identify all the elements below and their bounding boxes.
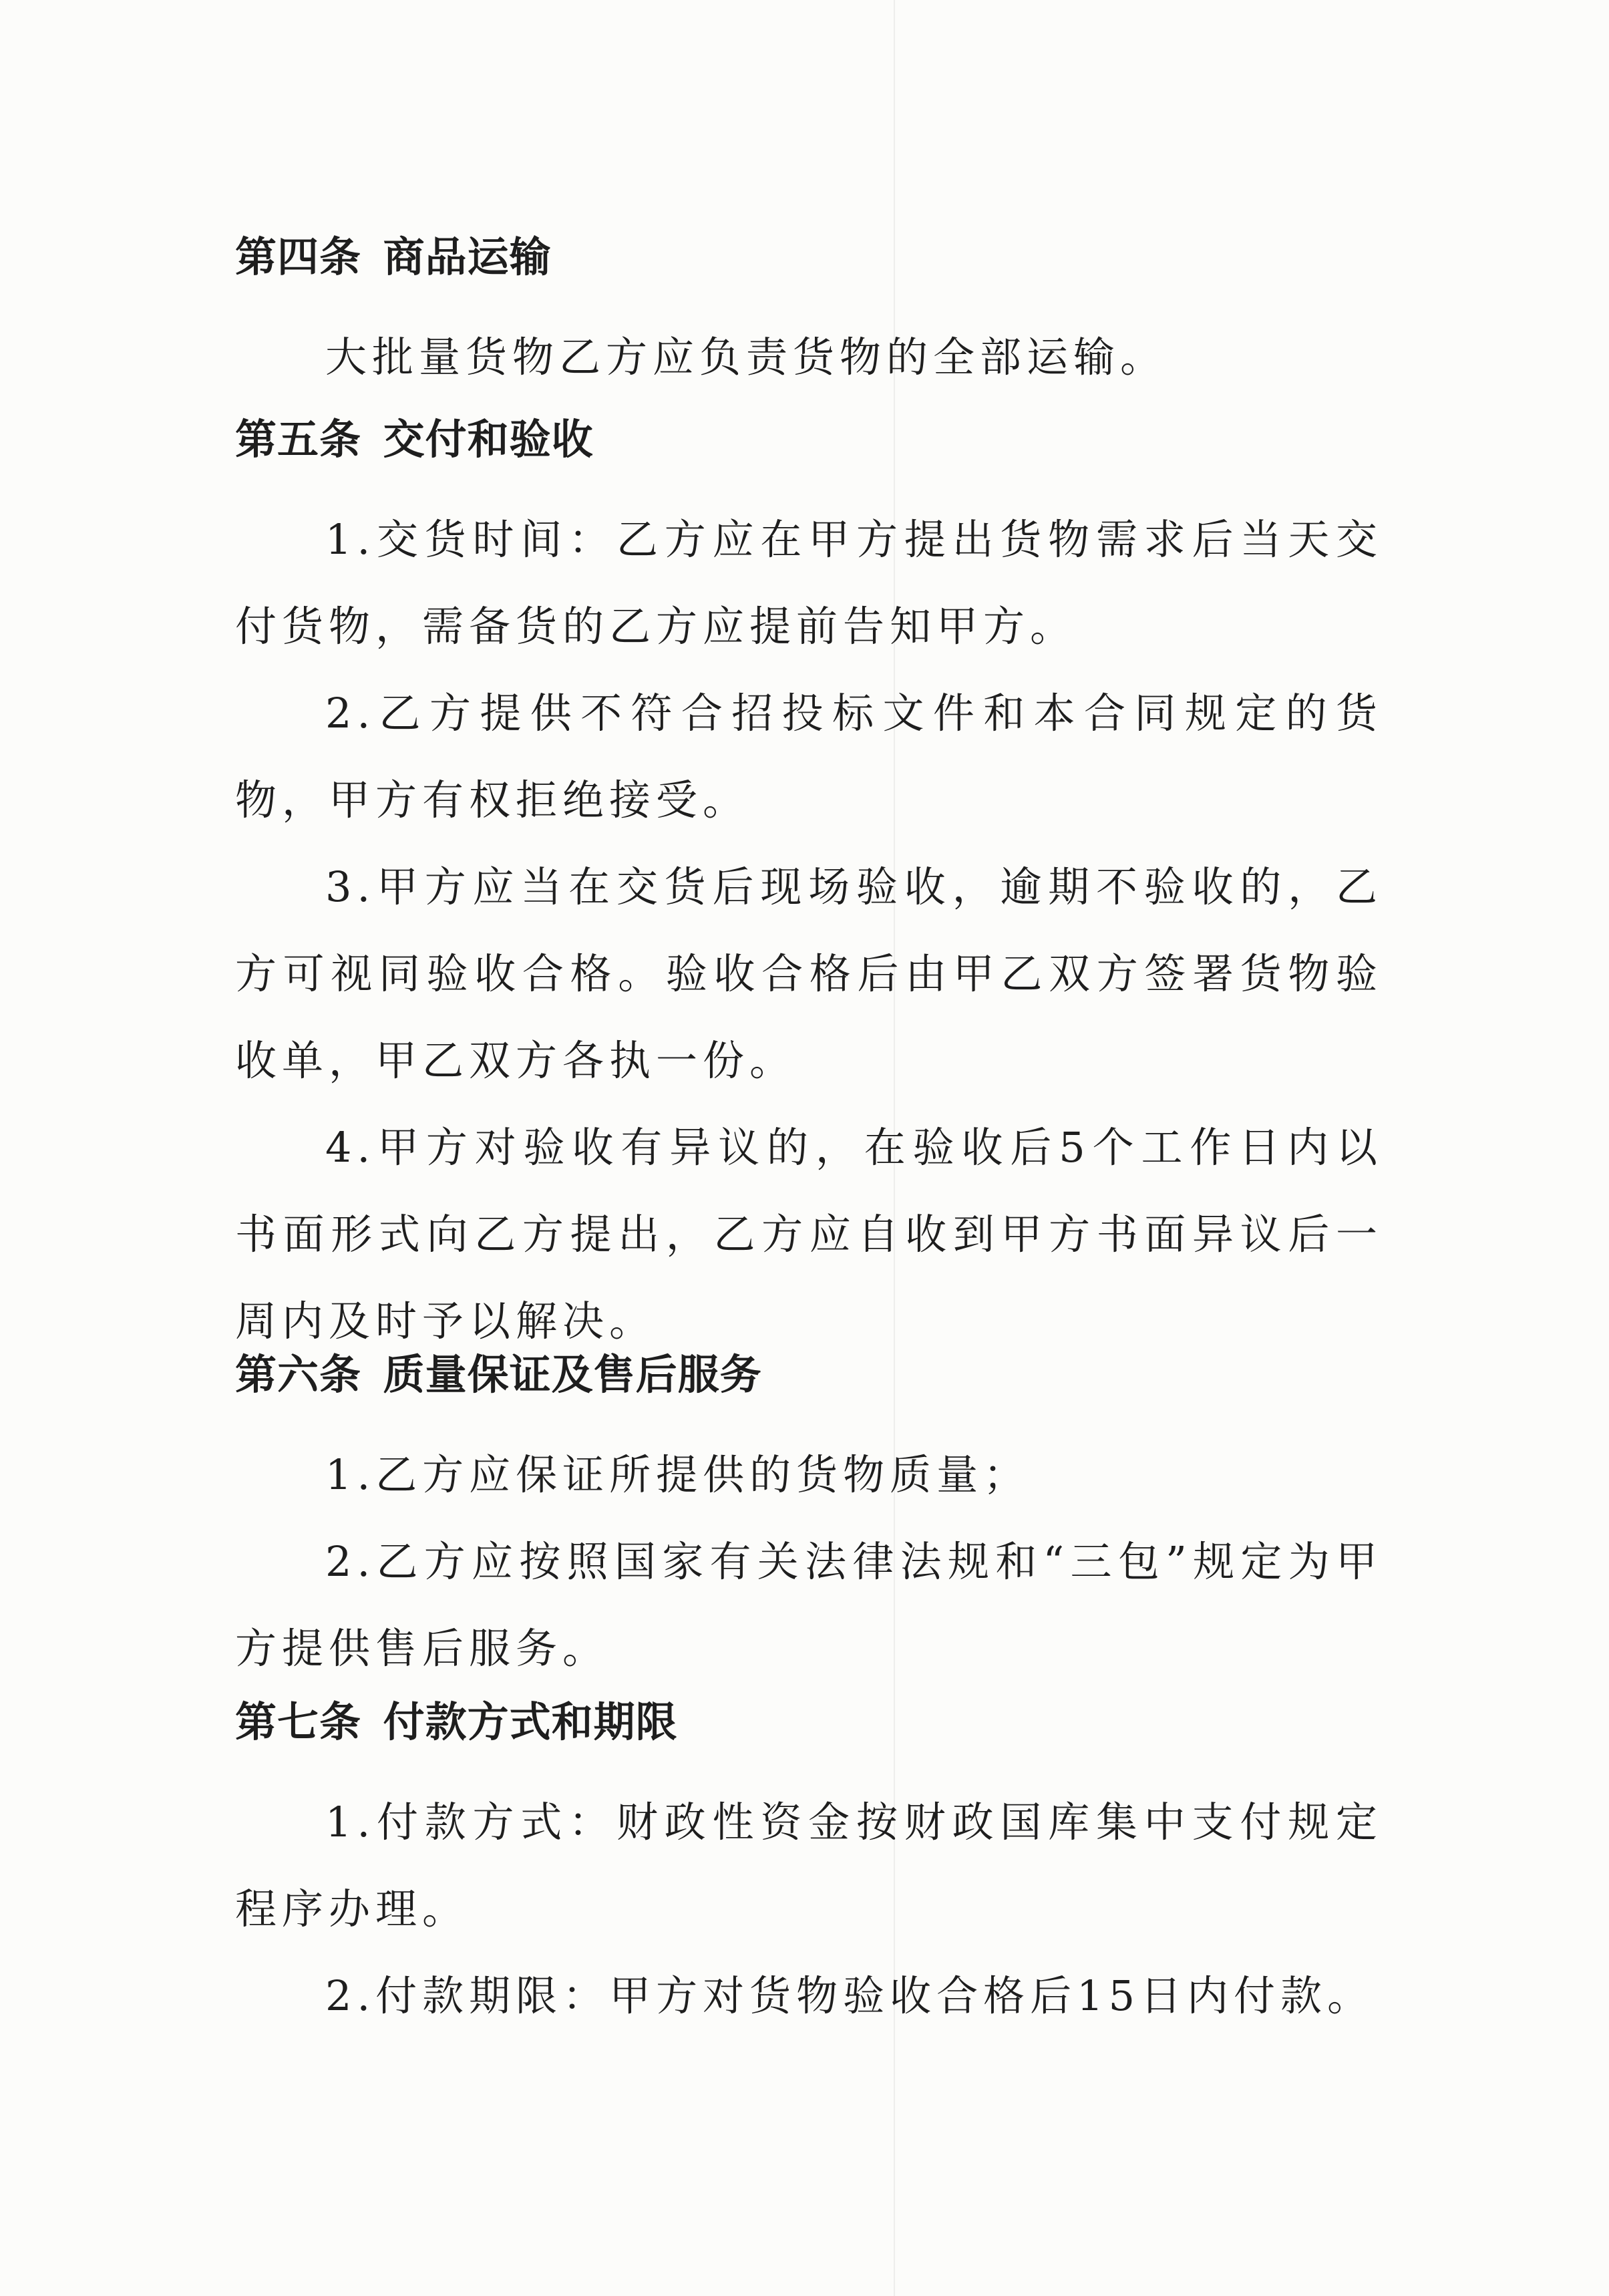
section-5-paragraph-4: 4.甲方对验收有异议的，在验收后5个工作日内以书面形式向乙方提出，乙方应自收到甲方书面异议后一周内及时予以解决。 bbox=[235, 1123, 1383, 1345]
section-6-paragraph-1: 1.乙方应保证所提供的货物质量； bbox=[325, 1450, 1031, 1499]
section-4-paragraph-1: 大批量货物乙方应负责货物的全部运输。 bbox=[325, 333, 1168, 381]
section-4-heading: 第四条 商品运输 bbox=[235, 232, 552, 281]
section-5-paragraph-3: 3.甲方应当在交货后现场验收，逾期不验收的，乙方可视同验收合格。验收合格后由甲乙双方签署货物验收单，甲乙双方各执一份。 bbox=[235, 862, 1383, 1085]
section-7-paragraph-2: 2.付款期限：甲方对货物验收合格后15日内付款。 bbox=[325, 1971, 1375, 2020]
section-7-paragraph-1: 1.付款方式：财政性资金按财政国库集中支付规定程序办理。 bbox=[235, 1798, 1383, 1933]
section-5-heading: 第五条 交付和验收 bbox=[235, 415, 594, 464]
section-6-heading: 第六条 质量保证及售后服务 bbox=[235, 1350, 762, 1399]
section-7-heading: 第七条 付款方式和期限 bbox=[235, 1697, 678, 1746]
section-5-paragraph-1: 1.交货时间：乙方应在甲方提出货物需求后当天交付货物，需备货的乙方应提前告知甲方。 bbox=[235, 515, 1383, 651]
section-5-paragraph-2: 2.乙方提供不符合招投标文件和本合同规定的货物，甲方有权拒绝接受。 bbox=[235, 689, 1383, 824]
section-6-paragraph-2: 2.乙方应按照国家有关法律法规和“三包”规定为甲方提供售后服务。 bbox=[235, 1537, 1383, 1673]
